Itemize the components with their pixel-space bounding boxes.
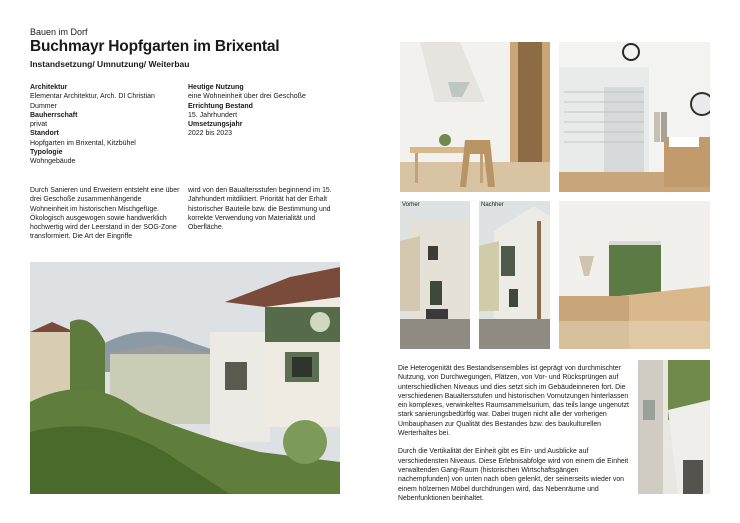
page-subtitle: Instandsetzung/ Umnutzung/ Weiterbau — [30, 59, 190, 69]
meta-label: Umsetzungsjahr — [188, 121, 243, 129]
interior-stair-photo — [559, 201, 710, 349]
exterior-photo — [30, 262, 340, 494]
meta-value: Hopfgarten im Brixental, Kitzbühel — [30, 139, 136, 147]
meta-label: Architektur — [30, 84, 68, 91]
meta-value: Elementar Architektur, Arch. DI Christian Dummer — [30, 93, 155, 110]
body-text-right — [398, 364, 630, 512]
paragraph: Durch die Vertikalität der Einheit gibt es Ein- und Ausblicke auf verschiedensten Niveaus. Diese Erlebnisabfolge wird von einem die Einheit verwaltenden Gang-Raum (historischen Wirtschaftsgängen nachempfunden) von unten nach oben gelenkt, der seinerseits wieder von einem hölzernen Möbel durchdrungen wird, das Nebenräume und Nebenfunktionen beinhaltet. — [398, 448, 629, 502]
meta-value: privat — [30, 121, 48, 129]
meta-value: 15. Jahrhundert — [188, 111, 238, 119]
meta-right — [188, 83, 338, 139]
before-photo — [400, 201, 470, 349]
meta-left — [30, 83, 180, 167]
after-photo — [479, 201, 550, 349]
meta-label: Heutige Nutzung — [188, 84, 244, 91]
meta-label: Typologie — [30, 149, 63, 157]
corridor-photo — [638, 360, 710, 494]
paragraph: Die Heterogenität des Bestandsensembles ist geprägt von durchmischter Nutzung, von Durchwegungen, Plätzen, von Vor- und Rücksprüngen auf unterschiedlichen Niveaus und dies setzt sich im Gebäudeinneren fort. Die verschiedenen Baualtersstufen und historischen Vornutzungen hinterlassen ein komplexes, verwinkeltes Raumsammelsurium, das teils lange ungenutzt stark sanierungsbedürftig war. Dabei trugen nicht alle der vorherigen Umbauphasen zur Qualität des Bestandes bzw. des baukulturellen Werterhaltes bei. — [398, 365, 629, 438]
interior-dining-photo — [400, 42, 550, 192]
meta-label: Standort — [30, 130, 59, 138]
meta-label: Bauherrschaft — [30, 111, 78, 119]
page-title: Buchmayr Hopfgarten im Brixental — [30, 38, 280, 55]
meta-label: Errichtung Bestand — [188, 102, 253, 110]
kicker: Bauen im Dorf — [30, 27, 88, 37]
meta-value: eine Wohneinheit über drei Geschoße — [188, 93, 306, 101]
meta-value: Wohngebäude — [30, 158, 76, 166]
body-text-col1: Durch Sanieren und Erweitern entsteht eine über drei Geschoße zusammenhängende Wohneinheit im historischen Mischgefüge. Ökologisch ausgewogen sowie handwerklich hochwertig wird der Leerstand in der SOG-Zone transformiert. Die Art der Eingriffe — [30, 187, 180, 241]
meta-value: 2022 bis 2023 — [188, 130, 232, 138]
before-caption: Vorher — [402, 202, 420, 208]
interior-bathroom-photo — [559, 42, 710, 192]
after-caption: Nachher — [481, 202, 504, 208]
body-text-col2: wird von den Baualtersstufen beginnend im 15. Jahrhundert mitdiktiert. Priorität hat der Erhalt historischer Bauteile bzw. die Bestimmung und korrekte Verwendung von Materialität und Oberfläche. — [188, 187, 332, 232]
